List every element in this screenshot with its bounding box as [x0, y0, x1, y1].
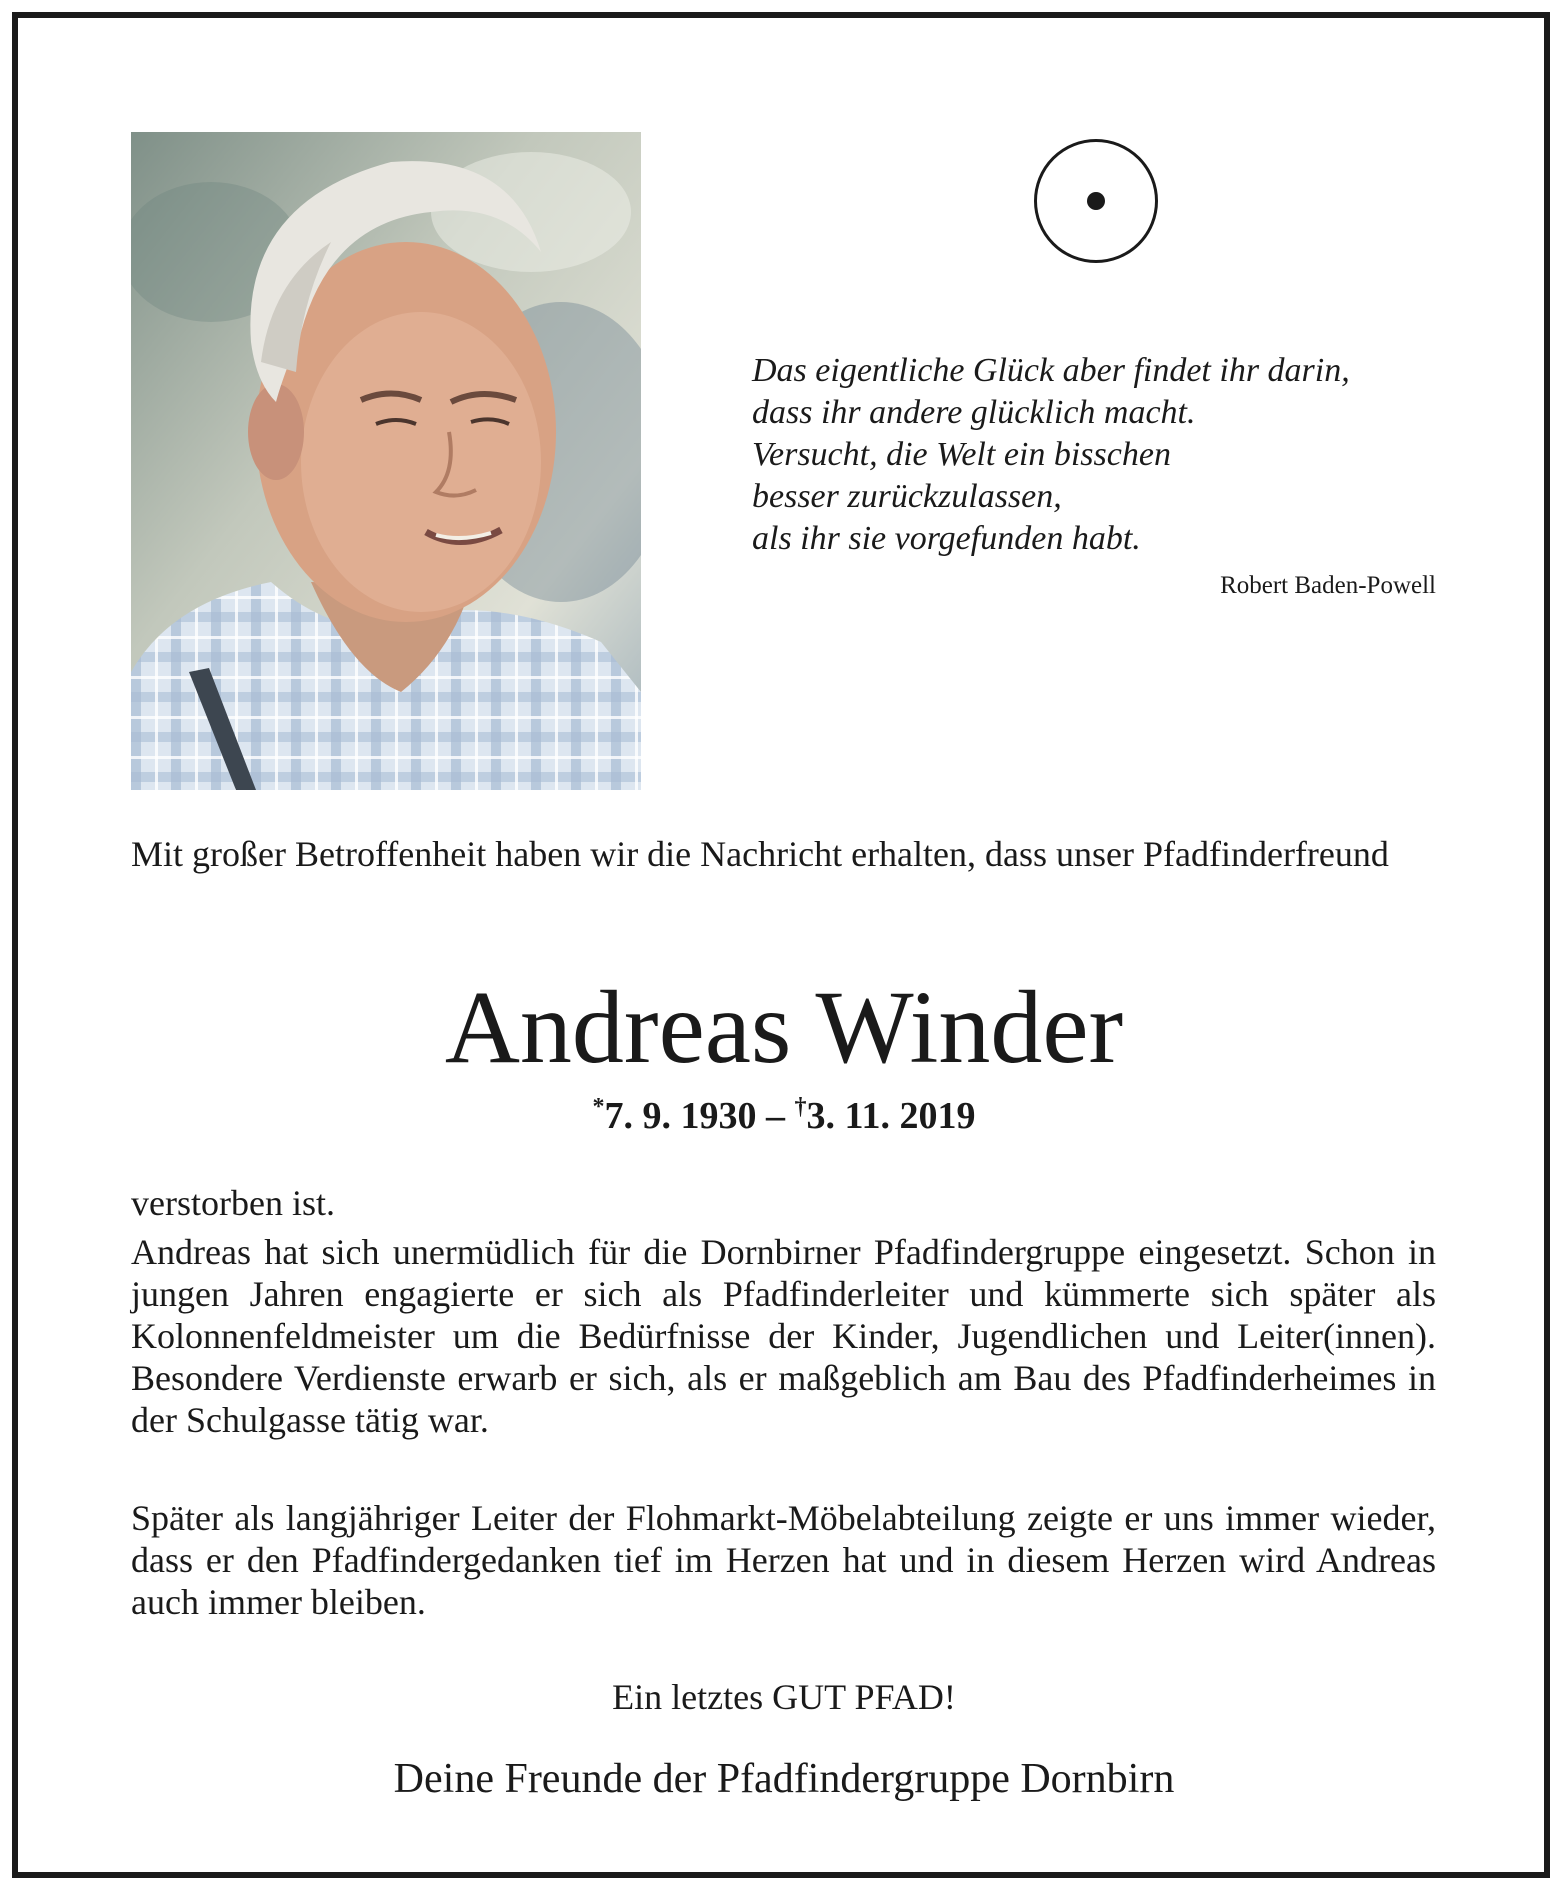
quote-line: besser zurückzulassen, — [752, 478, 1062, 515]
paragraph-2: Später als langjähriger Leiter der Flohmarkt-Möbelabteilung zeigte er uns immer wieder, dass er den Pfadfindergedanken tief im Herzen hat und in diesem Herzen wird Andreas auch immer bleiben. — [131, 1498, 1436, 1622]
quote — [752, 350, 1452, 560]
intro-text: Mit großer Betroffenheit haben wir die Nachricht erhalten, dass unser Pfadfinderfreund — [131, 834, 1389, 874]
birth-symbol: * — [592, 1094, 605, 1120]
deceased-name: Andreas Winder — [444, 970, 1124, 1085]
circle-dot-emblem-icon — [1034, 139, 1158, 263]
quote-line: Das eigentliche Glück aber findet ihr darin, — [752, 352, 1350, 389]
portrait-photo-image — [131, 132, 641, 790]
quote-line: dass ihr andere glücklich macht. — [752, 394, 1196, 431]
death-symbol: † — [794, 1094, 807, 1120]
farewell: Ein letztes GUT PFAD! — [612, 1677, 956, 1717]
paragraph-1: Andreas hat sich unermüdlich für die Dornbirner Pfadfindergruppe eingesetzt. Schon in jungen Jahren engagierte er sich als Pfadfinderleiter und kümmerte sich später als Kolonnenfeldmeister um die Bedürfnisse der Kinder, Jugendlichen und Leiter(innen). Besondere Verdienste erwarb er sich, als er maßgeblich am Bau des Pfadfinderheimes in der Schulgasse tätig war. — [131, 1232, 1436, 1440]
birth-date: 7. 9. 1930 — [604, 1095, 757, 1137]
signature: Deine Freunde der Pfadfindergruppe Dornbirn — [393, 1756, 1175, 1802]
date-separator: – — [756, 1095, 795, 1137]
emblem-dot — [1087, 192, 1105, 210]
died-text: verstorben ist. — [131, 1183, 335, 1223]
death-date: 3. 11. 2019 — [806, 1095, 976, 1137]
life-dates — [0, 1092, 1568, 1140]
quote-line: als ihr sie vorgefunden habt. — [752, 520, 1141, 557]
quote-author: Robert Baden-Powell — [1220, 572, 1436, 599]
quote-line: Versucht, die Welt ein bisschen — [752, 436, 1171, 473]
portrait-photo — [131, 132, 641, 790]
